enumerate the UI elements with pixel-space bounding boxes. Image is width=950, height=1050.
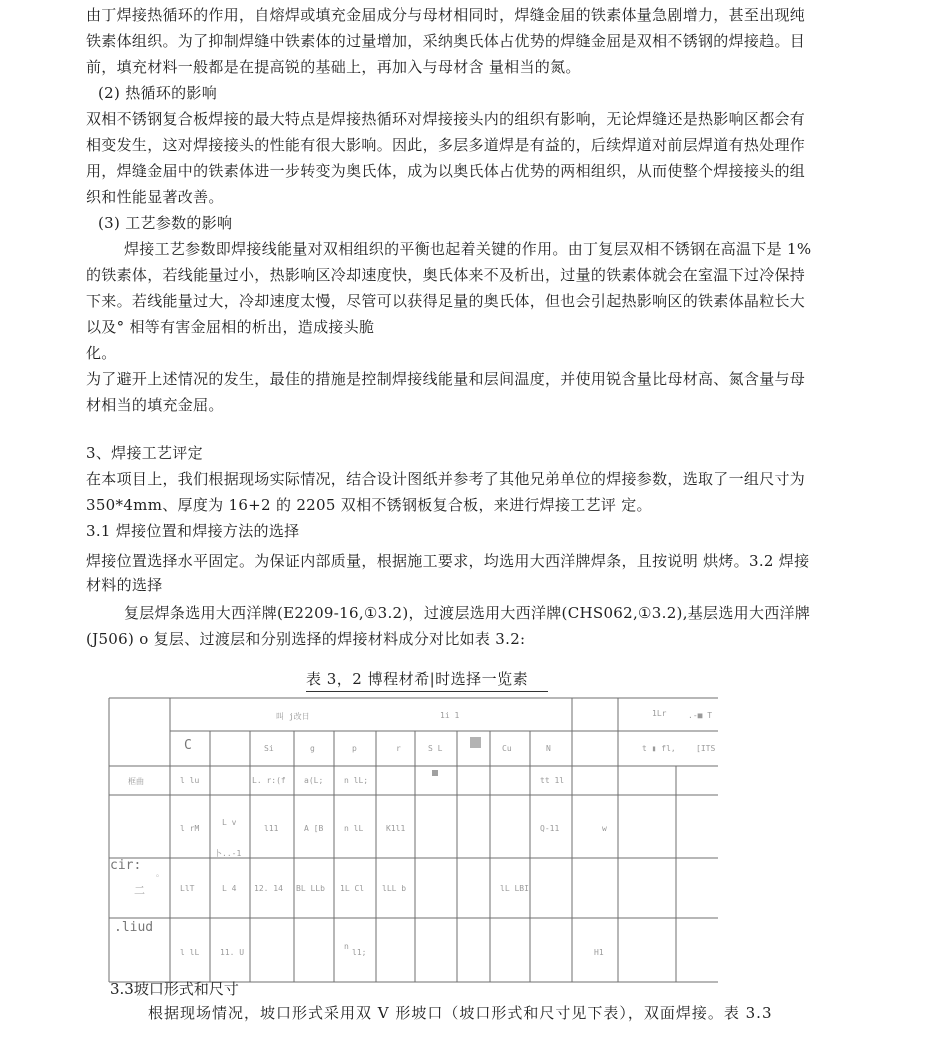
paragraph-line: 铁素体组织。为了抑制焊缝中铁素体的过量增加，采纳奥氏体占优势的焊缝金屈是双相不锈钢的焊接趋。目 xyxy=(86,32,806,50)
paragraph-line: 用，焊缝金届中的铁素体进一步转变为奥氏体，成为以奥氏体占优势的两相组织，从而使整个焊接接头的组 xyxy=(86,162,806,180)
table-glyph: l lL xyxy=(180,948,200,957)
table-glyph: L 4 xyxy=(222,884,237,893)
table-glyph: n lL xyxy=(344,824,364,833)
scan-artifact-square xyxy=(432,770,438,776)
table-glyph: l lu xyxy=(180,776,200,785)
paragraph-line: 双相不锈钢复合板焊接的最大特点是焊接热循环对焊接接头内的组织有影响，无论焊缝还是热影响区都会有 xyxy=(86,110,806,128)
table-glyph: cir: xyxy=(110,858,142,873)
table-glyph: .-■ T xyxy=(688,711,713,720)
paragraph-line: (J506) o 复层、过渡层和分别选择的焊接材料成分对比如表 3.2: xyxy=(86,630,526,648)
paragraph-line: 350*4mm、厚度为 16+2 的 2205 双相不锈钢板复合板，来进行焊接工艺评 定。 xyxy=(86,496,652,514)
paragraph-line: 以及° 相等有害金屈相的析出，造成接头脆 xyxy=(86,318,375,336)
paragraph-line: 化。 xyxy=(86,344,117,362)
section-heading-3-1: 3.1 焊接位置和焊接方法的选择 xyxy=(86,522,300,540)
table-glyph: H1 xyxy=(594,948,604,957)
table-glyph: l11 xyxy=(264,824,279,833)
table-glyph: g xyxy=(310,744,315,753)
table-glyph: w xyxy=(602,824,607,833)
table-glyph: l1; xyxy=(352,948,367,957)
table-glyph: C xyxy=(184,738,192,753)
table-glyph: 。 xyxy=(156,869,164,878)
table-glyph: 框曲 xyxy=(128,777,144,786)
table-glyph: 卜..-1 xyxy=(214,849,242,858)
table-glyph: t ▮ fl, xyxy=(642,744,676,753)
table-glyph: S L xyxy=(428,744,443,753)
section-heading-3: 3、焊接工艺评定 xyxy=(86,444,203,462)
table-glyph: 1L Cl xyxy=(340,884,365,893)
table-glyph: L. r:(f xyxy=(252,776,286,785)
table-title: 表 3，2 博程材希|时选择一览素 xyxy=(306,670,529,688)
paragraph-line: 材相当的填充金屈。 xyxy=(86,396,224,414)
table-glyph: L v xyxy=(222,818,237,827)
table-glyph: BL LLb xyxy=(296,884,325,893)
subheading-thermal-cycle: (2) 热循环的影响 xyxy=(98,84,218,102)
table-glyph: lLL b xyxy=(382,884,407,893)
table-glyph: K1l1 xyxy=(386,824,406,833)
table-glyph: 二 xyxy=(134,884,145,897)
scan-artifact-square xyxy=(470,737,481,748)
paragraph-line: 根据现场情况，坡口形式采用双 V 形坡口（坡口形式和尺寸见下表），双面焊接。表 3.3 xyxy=(148,1004,773,1022)
table-glyph: 1Lr xyxy=(652,709,667,718)
table-glyph: lL LBI xyxy=(500,884,529,893)
table-glyph: A [B xyxy=(304,824,324,833)
subheading-process-params: (3) 工艺参数的影响 xyxy=(98,214,233,232)
paragraph-line: 相变发生，这对焊接接头的性能有很大影响。因此，多层多道焊是有益的，后续焊道对前层焊道有热处理作 xyxy=(86,136,806,154)
table-glyph: n lL; xyxy=(344,776,369,785)
table-glyph: n xyxy=(344,942,349,951)
table-glyph: Si xyxy=(264,744,274,753)
table-glyph: .liud xyxy=(114,920,154,935)
table-glyph: LlT xyxy=(180,884,195,893)
paragraph-line: 的铁素体，若线能量过小，热影响区冷却速度快，奥氏体来不及析出，过量的铁素体就会在室温下过冷保持 xyxy=(86,266,806,284)
table-glyph: 1i 1 xyxy=(440,711,460,720)
table-glyph: Cu xyxy=(502,744,512,753)
paragraph-line: 材料的选择 xyxy=(86,576,163,594)
table-glyph: [ITS xyxy=(696,744,716,753)
table-glyph: l rM xyxy=(180,824,200,833)
paragraph-line: 由丁焊接热循环的作用，自熔焊或填充金届成分与母材相同时，焊缝金届的铁素体量急剧增力，甚至出现纯 xyxy=(86,6,806,24)
paragraph-line: 织和性能显著改善。 xyxy=(86,188,224,206)
paragraph-line: 为了避开上述情况的发生，最佳的措施是控制焊接线能量和层间温度，并使用锐含量比母材高、氮含量与母 xyxy=(86,370,806,388)
table-glyph: Q-11 xyxy=(540,824,560,833)
paragraph-line: 复层焊条选用大西洋牌(E2209-16,①3.2)，过渡层选用大西洋牌(CHS062,①3.2),基层选用大西洋牌 xyxy=(124,604,811,622)
table-glyph: 叫 j改日 xyxy=(276,712,310,721)
paragraph-line: 在本项目上，我们根据现场实际情况，结合设计图纸并参考了其他兄弟单位的焊接参数，选取了一组尺寸为 xyxy=(86,470,806,488)
table-glyph: 11. U xyxy=(220,948,245,957)
paragraph-line: 焊接位置选择水平固定。为保证内部质量，根据施工要求，均选用大西洋牌焊条，且按说明 烘烤。3.2 焊接 xyxy=(86,552,810,570)
paragraph-line: 前，填充材料一般都是在提高锐的基础上，再加入与母材含 量相当的氮。 xyxy=(86,58,581,76)
table-glyph: N xyxy=(546,744,551,753)
table-glyph: tt 1l xyxy=(540,776,565,785)
table-glyph: 12. 14 xyxy=(254,884,283,893)
paragraph-line: 下来。若线能量过大，冷却速度太慢，尽管可以获得足量的奥氏体，但也会引起热影响区的铁素体晶粒长大 xyxy=(86,292,806,310)
section-heading-3-3: 3.3坡口形式和尺寸 xyxy=(110,980,239,998)
table-glyph: p xyxy=(352,744,357,753)
table-glyph: a(L; xyxy=(304,776,324,785)
paragraph-line: 焊接工艺参数即焊接线能量对双相组织的平衡也起着关键的作用。由丁复层双相不锈钢在高温下是 1% xyxy=(124,240,812,258)
table-glyph: r xyxy=(396,744,401,753)
